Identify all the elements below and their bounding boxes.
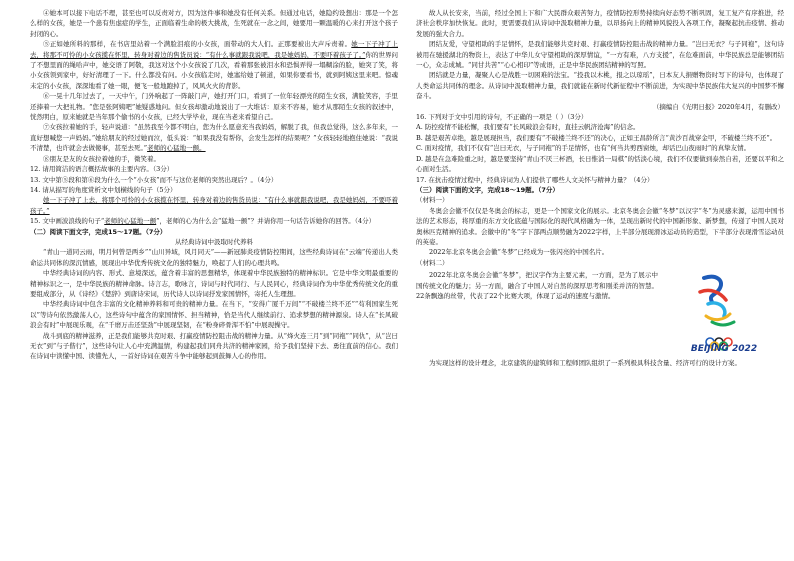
question-15 — [30, 216, 398, 226]
material-2-text-wrap — [416, 270, 658, 356]
paragraph-4: ④她本可以接下电话不理，甚至也可以反责对方，因为这件事和她没有任何关系。但通过电话，她隐约设想出：那是一个怎么样的女孩，她是一个患有焦虑症的学生，正面临着生命的极大挑战，生死就在一念之间，她要用一颗温暖的心来打开这个孩子封闭的心。 — [30, 9, 398, 38]
p7-text: ⑦女孩拉着她的手，轻声说道：“虽然我至今都不明白，您为什么愿意充当我妈妈，解脱了我，但我总觉得，这么多年来，一直好想喊您一声妈妈。”她给朋友的经过她而泣，低头说：“如果我没有帮你，会发生怎样的结果呢？”女孩轻轻地抱住她说：“我说不清楚，也许就会去做傻事，甚至去死。” — [30, 123, 398, 153]
final-paragraph: 为实现这样的设计理念，北京建筑的建筑师和工程师团队组织了一系列极具科技含量、经济可行的设计方案。 — [429, 359, 741, 368]
article-paragraph-5: 故人从长安来，当前，经过全国上下和广大民群众艰苦努力，疫情防控形势持续向好态势不断巩固，复工复产有序推进，经济社会秩序加快恢复。此时，更需要我们从诗词中汲取精神力量，以昂扬向上的精神风貌投入各项工作，凝聚起抗击疫情、推动发展的强大合力。 — [416, 9, 784, 38]
q14-underlined: 她一下子冲了上去，将那个可怜的小女孩揽在怀里，转身对着边的售货员说：“有什么事就跟我说吧，我是她妈妈，不要吓着孩子。” — [30, 196, 398, 215]
right-column — [416, 8, 784, 555]
winter-olympics-emblem — [664, 270, 784, 356]
section-3-heading: （三）阅读下面的文字，完成18～19题。（7分） — [416, 185, 559, 194]
option-d: D. 越是在急难险重之时，越是要坚持“青山不厌三杯酒，长日惟消一局棋”的恬淡心境，我们不仅要做到泰然自若，还要以平和之心面对生活。 — [416, 154, 784, 174]
paragraph-8: ⑧朋友是友的女孩拉着她的手，微笑着。 — [43, 154, 160, 163]
q15-b: ”，老师的心为什么会“猛地一颤”？并请你用一句话告诉她你的回答。（4分） — [156, 217, 376, 226]
option-c: C. 面对疫情，我们不仅有“岂曰无衣，与子同袍”的手足情怀，也有“何当共剪西窗烛，却话巴山夜雨时”的真挚友情。 — [416, 144, 751, 153]
q15-a: 15. 文中画波浪线的句子“ — [30, 217, 105, 226]
q15-underlined: 老师的心猛地一颤 — [104, 217, 157, 226]
section-2-heading: （二）阅读下面文字，完成15～17题。（7分） — [30, 227, 167, 236]
question-16: 16. 下列对于文中引用的诗句，不正确的一项是（ ）（3分） — [416, 113, 588, 122]
option-a: A. 防控疫情不能松懈，我们要有“长风破浪会有时，直挂云帆济沧海”的信念。 — [416, 123, 640, 132]
article-paragraph-6: 团结友爱，守望相助的手足情怀，是我们能够共克时艰、打赢疫情防控阻击战的精神力量。“岂曰无衣？与子同袍”，这句诗被用在驰援湖北的物资上，表达了中华儿女守望相助的深厚情谊，“一方有难，八方支援”，在危难面前，中华民族总是能够团结一心，众志成城。“同甘共苦”“心心相印”等成语，正是中华民族团结精神的写照。 — [416, 40, 784, 70]
paragraph-5 — [30, 39, 398, 91]
p5-rest: 你的世界问了不想里面的绳哈声中，她交语了阿敬，我这对这个小女孩说了几次，看着那张被泪水和恐惧弄得一塌糊涂的脸，她突了笑，将小女孩领到家中，好好清理了一下。什么都没有问。小女孩临走时，她塞给她了顿道，如果你要看书，就到阿姨这里来吧。惊魂未定的小女孩，深深地看了她一眼，便飞一般地跑掉了，风风火火的背影。 — [30, 50, 398, 90]
question-13: 13. 文中第⑤段和第⑥段为什么一个“小女孩”而不与这位老师的突然出现后？。（4分） — [30, 175, 278, 184]
question-12: 12. 请用简洁的语言概括故事的主要内容。（3分） — [30, 165, 174, 174]
p5-underlined-sentence: 她一下子冲了上去，将那不可怜的小女孩揽在怀里，转身对着边的售货员说：“有什么事就跟我说吧，我是她妈妈，不要吓着孩子了。” — [30, 40, 398, 59]
left-column — [30, 8, 398, 555]
p5-text: ⑤正如她所料的那样，在书店里站着一个满脸泪痕的小女孩，面带动的大人们。正那要被出大声斥责着。 — [43, 40, 352, 49]
material-2-text: 2022年北京冬奥会会徽“冬梦”，把汉字作为主要元素，一方面，是为了展示中国传统文化的魅力；另一方面，融合了中国人对自然的深厚思考和刚柔并济的智慧。22条飘逸的丝带，代表了22个比赛大项，体现了运动的速度与激情。 — [416, 271, 658, 300]
option-b: B. 越是艰苦卓绝，越是展现担当，我们要有“不破楼兰终不还”的决心，正如王昌龄所言“黄沙百战穿金甲，不破楼兰终不还”。 — [416, 133, 777, 142]
article-paragraph-2: 中华经典诗词的内容、形式、意境深远，蕴含着丰富的思想精华，体现着中华民族独特的精神标识。它是中华文明最重要的精神标识之一，是中华民族的精神命脉。诗言志，歌咏言，诗词与时代同行、与人民同心，经典诗词作为中华优秀传统文化的重要组成部分，从《诗经》《楚辞》到唐诗宋词，历代诗人以诗词抒发家国情怀，寄托人生理想。 — [30, 269, 398, 298]
material-1-end: 2022年北京冬奥会会徽“冬梦”已经成为一张闪亮的中国名片。 — [429, 248, 609, 257]
question-14-quote — [30, 195, 398, 216]
question-14: 14. 请从描写的角度赏析文中划横线的句子（5分） — [30, 185, 177, 194]
article-paragraph-4: 战斗到底的精神滋养，正是我们能够共克时艰、打赢疫情防控阻击战的精神力量。从“烽火连三月”到“同袍”“同仇”，从“岂曰无衣”到“与子偕行”，这些诗句让人心中充满温情，构建起我们同舟共济的精神家园，给予我们坚持下去、勇往直前的信心。我们在诗词中读懂中国、读懂先人，一首好诗词在艰苦斗争中能够起到鼓舞人心的作用。 — [30, 331, 398, 361]
emblem-caption: BEIJING 2022 — [690, 343, 758, 354]
article-paragraph-3: 中华经典诗词中包含丰富的文化精神养料和可贵的精神力量。在当下，“安得广厦千万间”“不破楼兰终不还”“苟利国家生死以”等诗句依然激荡人心，这些诗句中蕴含的家国情怀、担当精神，恰是当代人继续前行、追求梦想的精神源泉。诗人在“长风破浪会有时”中展现乐观，在“千磨万击还坚劲”中展现坚韧，在“粉身碎骨浑不怕”中展现操守。 — [30, 300, 398, 330]
article-title: 从经典诗词中汲取时代养料 — [175, 237, 253, 246]
material-2-figure — [416, 270, 784, 356]
article-source: （摘编自《光明日报》2020年4月，有删改） — [652, 102, 784, 111]
material-1-text: 冬奥会会徽不仅仅是冬奥会的标志，更是一个国家文化的展示。北京冬奥会会徽“冬梦”以汉字“冬”为灵感来源，运用中国书法的艺术形态，将厚重的东方文化底蕴与国际化的现代风格融为一体，呈现出新时代的中国新形象、新梦想，传递了中国人民对奥林匹克精神的追求。会徽中的“冬”字下部两点顺势融为2022字样，上半部分展现滑冰运动员的造型，下半部分表现滑雪运动员的英姿。 — [416, 206, 784, 246]
paragraph-6: ⑥一晃十几年过去了，一天中午，门外响起了一阵敲门声，她打开门口，看到了一位年轻漂亮的陌生女孩，满脸笑容，手里还捧着一大把礼物。“您是张阿姨吧”她疑惑地问。但女孩却激动地说出了一大堆话：原来不容易，她才从那陌生女孩的叙述中，恍然明白，原来她就是当年那个偷书的小女孩，已经大学毕业，现在当老来看望自己。 — [30, 92, 398, 122]
p7-wavy-sentence: 老师的心猛地一颤。 — [147, 144, 206, 153]
paragraph-7 — [30, 122, 398, 153]
question-17: 17. 在抗击疫情过程中，经典诗词为人们提供了哪些人文关怀与精神力量？（4分） — [416, 175, 654, 184]
article-paragraph-7: 团结就是力量，凝聚人心是战胜一切困难的法宝。“投我以木桃，报之以琼瑶”，日本友人捐赠物资时写下的诗句，也体现了人类命运共同体的理念。从诗词中汲取精神力量，我们就能在新时代新征程中不断前进，为实现中华民族伟大复兴的中国梦不懈奋斗。 — [416, 71, 784, 101]
article-paragraph-1: “青山一道同云雨，明月何曾是两乡”“山川异域，风月同天”——新冠肺炎疫情防控期间，这些经典诗词在“云端”传递出人类命运共同体的深沉情感，展现出中华优秀传统文化的独特魅力，唤起了人们的心理共鸣。 — [30, 248, 398, 267]
material-1-label: （材料一） — [416, 196, 449, 205]
material-2-label: （材料二） — [416, 258, 449, 267]
